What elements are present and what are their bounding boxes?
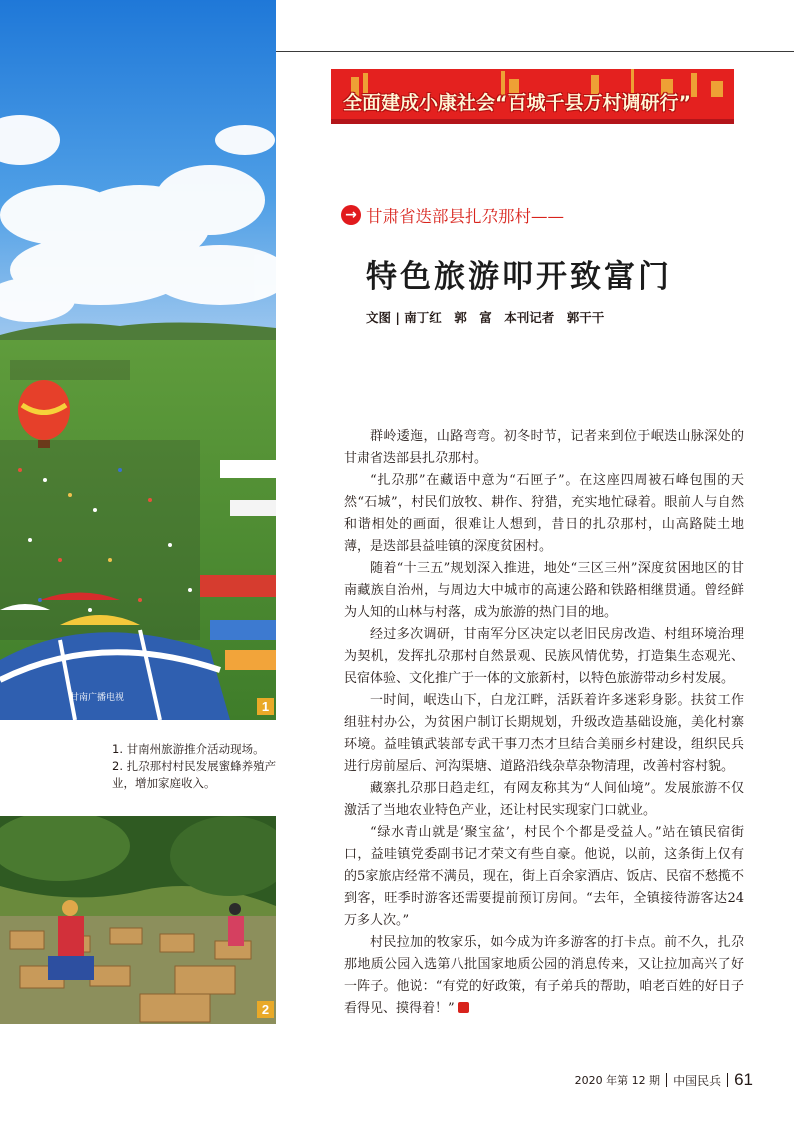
arrow-right-icon: → [341, 205, 361, 225]
footer-divider [666, 1073, 667, 1087]
paragraph: 经过多次调研，甘南军分区决定以老旧民房改造、村组环境治理为契机，发挥扎尕那村自然景观、民族风情优势，打造集生态观光、民宿体验、文化推广于一体的文旅新村，以特色旅游带动乡村发展。 [344, 627, 744, 686]
paragraph: 随着“十三五”规划深入推进，地处“三区三州”深度贫困地区的甘南藏族自治州，与周边大中城市的高速公路和铁路相继贯通。曾经鲜为人知的山林与村落，成为旅游的热门目的地。 [344, 561, 744, 620]
umbrella-text: 甘南广播电视 [70, 693, 125, 703]
paragraph: “扎尕那”在藏语中意为“石匣子”。在这座四周被石峰包围的天然“石城”，村民们放牧、耕作、狩猎，充实地忙碌着。眼前人与自然和谐相处的画面，很难让人想到，昔日的扎尕那村，山高路陡土地薄，是迭部县益哇镇的深度贫困村。 [344, 473, 744, 554]
page-number: 61 [734, 1070, 753, 1089]
article-title: 特色旅游叩开致富门 [366, 259, 672, 295]
article-body [344, 426, 744, 1020]
caption-2: 2. 扎尕那村村民发展蜜蜂养殖产业，增加家庭收入。 [112, 759, 277, 790]
paragraph: 一时间，岷迭山下，白龙江畔，活跃着许多迷彩身影。扶贫工作组驻村办公，为贫困户制订长期规划，升级改造基础设施，美化村寨环境。益哇镇武装部专武干事刀杰才旦结合美丽乡村建设，组织民兵进行房前屋后、河沟渠塘、道路沿线杂草杂物清理，改善村容村貌。 [344, 693, 744, 774]
photo-number-1: 1 [257, 698, 274, 715]
issue-label: 2020 年第 12 期 [574, 1074, 661, 1087]
photo-beekeeping [0, 816, 276, 1024]
photo-festival-grassland [0, 0, 276, 720]
paragraph: 群岭逶迤，山路弯弯。初冬时节，记者来到位于岷迭山脉深处的甘肃省迭部县扎尕那村。 [344, 429, 744, 466]
subtitle-row [341, 203, 564, 227]
banner-title: 全面建成小康社会“百城千县万村调研行” [343, 92, 691, 114]
footer-divider [727, 1073, 728, 1087]
photo-number-2: 2 [257, 1001, 274, 1018]
paragraph: “绿水青山就是‘聚宝盆’，村民个个都是受益人。”站在镇民宿街口，益哇镇党委副书记才荣文有些自豪。他说，以前，这条街上仅有的5家旅店经常不满员，现在，街上百余家酒店、饭店、民宿不愁揽不到客，旺季时游客还需要提前预订房间。“去年，全镇接待游客达24万多人次。” [344, 825, 744, 928]
magazine-name: 中国民兵 [673, 1073, 722, 1088]
paragraph-last [344, 932, 744, 1020]
photo-captions [112, 741, 277, 792]
page-footer [575, 1070, 753, 1090]
caption-1: 1. 甘南州旅游推介活动现场。 [112, 742, 265, 756]
series-banner [331, 69, 734, 124]
article-subtitle: 甘肃省迭部县扎尕那村—— [366, 207, 564, 226]
paragraph: 藏寨扎尕那日趋走红，有网友称其为“人间仙境”。发展旅游不仅激活了当地农业特色产业，还让村民实现家门口就业。 [344, 781, 744, 818]
paragraph-last-text: 村民拉加的牧家乐，如今成为许多游客的打卡点。前不久，扎尕那地质公园入选第八批国家地质公园的消息传来，又让拉加高兴了好一阵子。他说：“有党的好政策，有子弟兵的帮助，咱老百姓的好日子看得见、摸得着！” [344, 935, 744, 1016]
article-byline: 文图 | 南丁红 郭 富 本刊记者 郭干干 [366, 310, 605, 325]
end-mark-icon [458, 1002, 469, 1013]
